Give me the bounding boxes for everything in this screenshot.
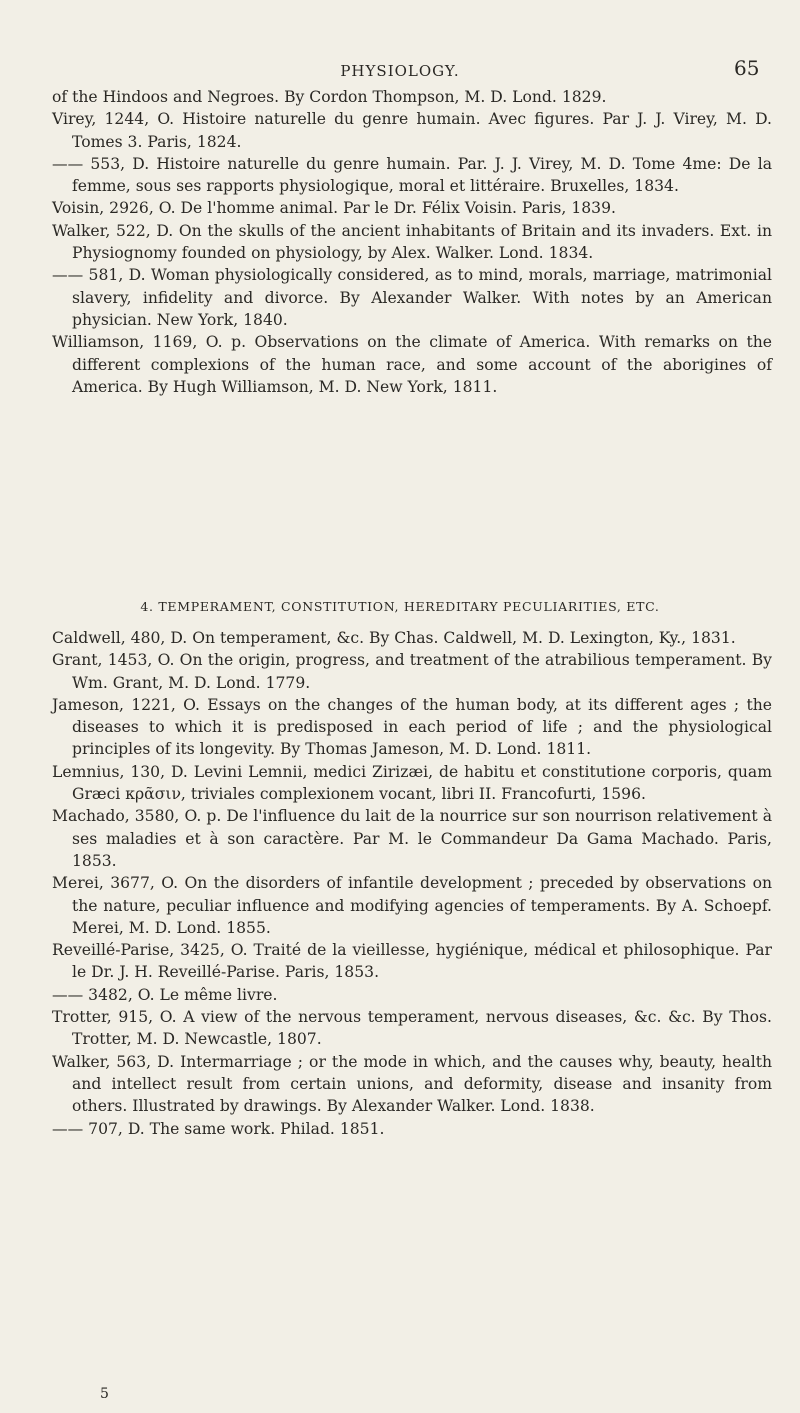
running-head: PHYSIOLOGY. [340, 62, 460, 80]
page-number: 65 [734, 56, 760, 80]
section-heading: 4. TEMPERAMENT, CONSTITUTION, HEREDITARY PECULIARITIES, ETC. [140, 599, 660, 614]
bibliography-section-2 [52, 627, 772, 1140]
bibliography-entry: Lemnius, 130, D. Levini Lemnii, medici Zirizæi, de habitu et constitutione corporis, quam Græci κρᾶσιν, triviales complexionem vocant, libri II. Francofurti, 1596. [52, 762, 772, 804]
bibliography-entry: Reveillé-Parise, 3425, O. Traité de la vieillesse, hygiénique, médical et philosophique. Par le Dr. J. H. Reveillé-Parise. Paris, 1853. [52, 941, 772, 982]
bibliography-entry: Virey, 1244, O. Histoire naturelle du genre humain. Avec figures. Par J. J. Virey, M. D. Tomes 3. Paris, 1824. [52, 110, 772, 151]
bibliography-entry: Caldwell, 480, D. On temperament, &c. By Chas. Caldwell, M. D. Lexington, Ky., 1831. [52, 629, 736, 647]
bibliography-entry: Walker, 522, D. On the skulls of the ancient inhabitants of Britain and its invaders. Ext. in Physiognomy founded on physiology, by Alex. Walker. Lond. 1834. [52, 221, 772, 263]
bibliography-entry: Machado, 3580, O. p. De l'influence du lait de la nourrice sur son nourrison relativement à ses maladies et à son caractère. Par M. le Commandeur Da Gama Machado. Paris, 1853. [52, 807, 772, 870]
bibliography-entry: —— 553, D. Histoire naturelle du genre humain. Par. J. J. Virey, M. D. Tome 4me: De la femme, sous ses rapports physiologique, moral et littéraire. Bruxelles, 1834. [52, 154, 772, 196]
bibliography-entry: —— 581, D. Woman physiologically considered, as to mind, morals, marriage, matrimonial slavery, infidelity and divorce. By Alexander Walker. With notes by an American physician. New York, 1840. [52, 266, 772, 329]
signature-mark: 5 [100, 1386, 109, 1402]
bibliography-entry: Jameson, 1221, O. Essays on the changes of the human body, at its different ages ; the diseases to which it is predisposed in each period of life ; and the physiological principles of its longevity. By Thomas Jameson, M. D. Lond. 1811. [52, 695, 772, 759]
bibliography-entry: Williamson, 1169, O. p. Observations on the climate of America. With remarks on the different complexions of the human race, and some account of the aborigines of America. By Hugh Williamson, M. D. New York, 1811. [52, 333, 772, 396]
bibliography-entry: —— 707, D. The same work. Philad. 1851. [52, 1119, 385, 1138]
bibliography-entry: Trotter, 915, O. A view of the nervous temperament, nervous diseases, &c. &c. By Thos. Trotter, M. D. Newcastle, 1807. [52, 1008, 772, 1049]
bibliography-section-1 [52, 86, 772, 398]
bibliography-entry: Merei, 3677, O. On the disorders of infantile development ; preceded by observations on the nature, peculiar influence and modifying agencies of temperaments. By A. Schoepf. Merei, M. D. Lond. 1855. [52, 874, 772, 937]
bibliography-entry: Grant, 1453, O. On the origin, progress, and treatment of the atrabilious temperament. By Wm. Grant, M. D. Lond. 1779. [52, 651, 772, 692]
bibliography-entry: Walker, 563, D. Intermarriage ; or the mode in which, and the causes why, beauty, health and intellect result from certain unions, and deformity, disease and insanity from others. Illustrated by drawings. By Alexander Walker. Lond. 1838. [52, 1052, 772, 1116]
bibliography-entry: Voisin, 2926, O. De l'homme animal. Par le Dr. Félix Voisin. Paris, 1839. [52, 199, 616, 218]
bibliography-entry: of the Hindoos and Negroes. By Cordon Thompson, M. D. Lond. 1829. [52, 88, 607, 106]
bibliography-entry: —— 3482, O. Le même livre. [52, 985, 278, 1004]
